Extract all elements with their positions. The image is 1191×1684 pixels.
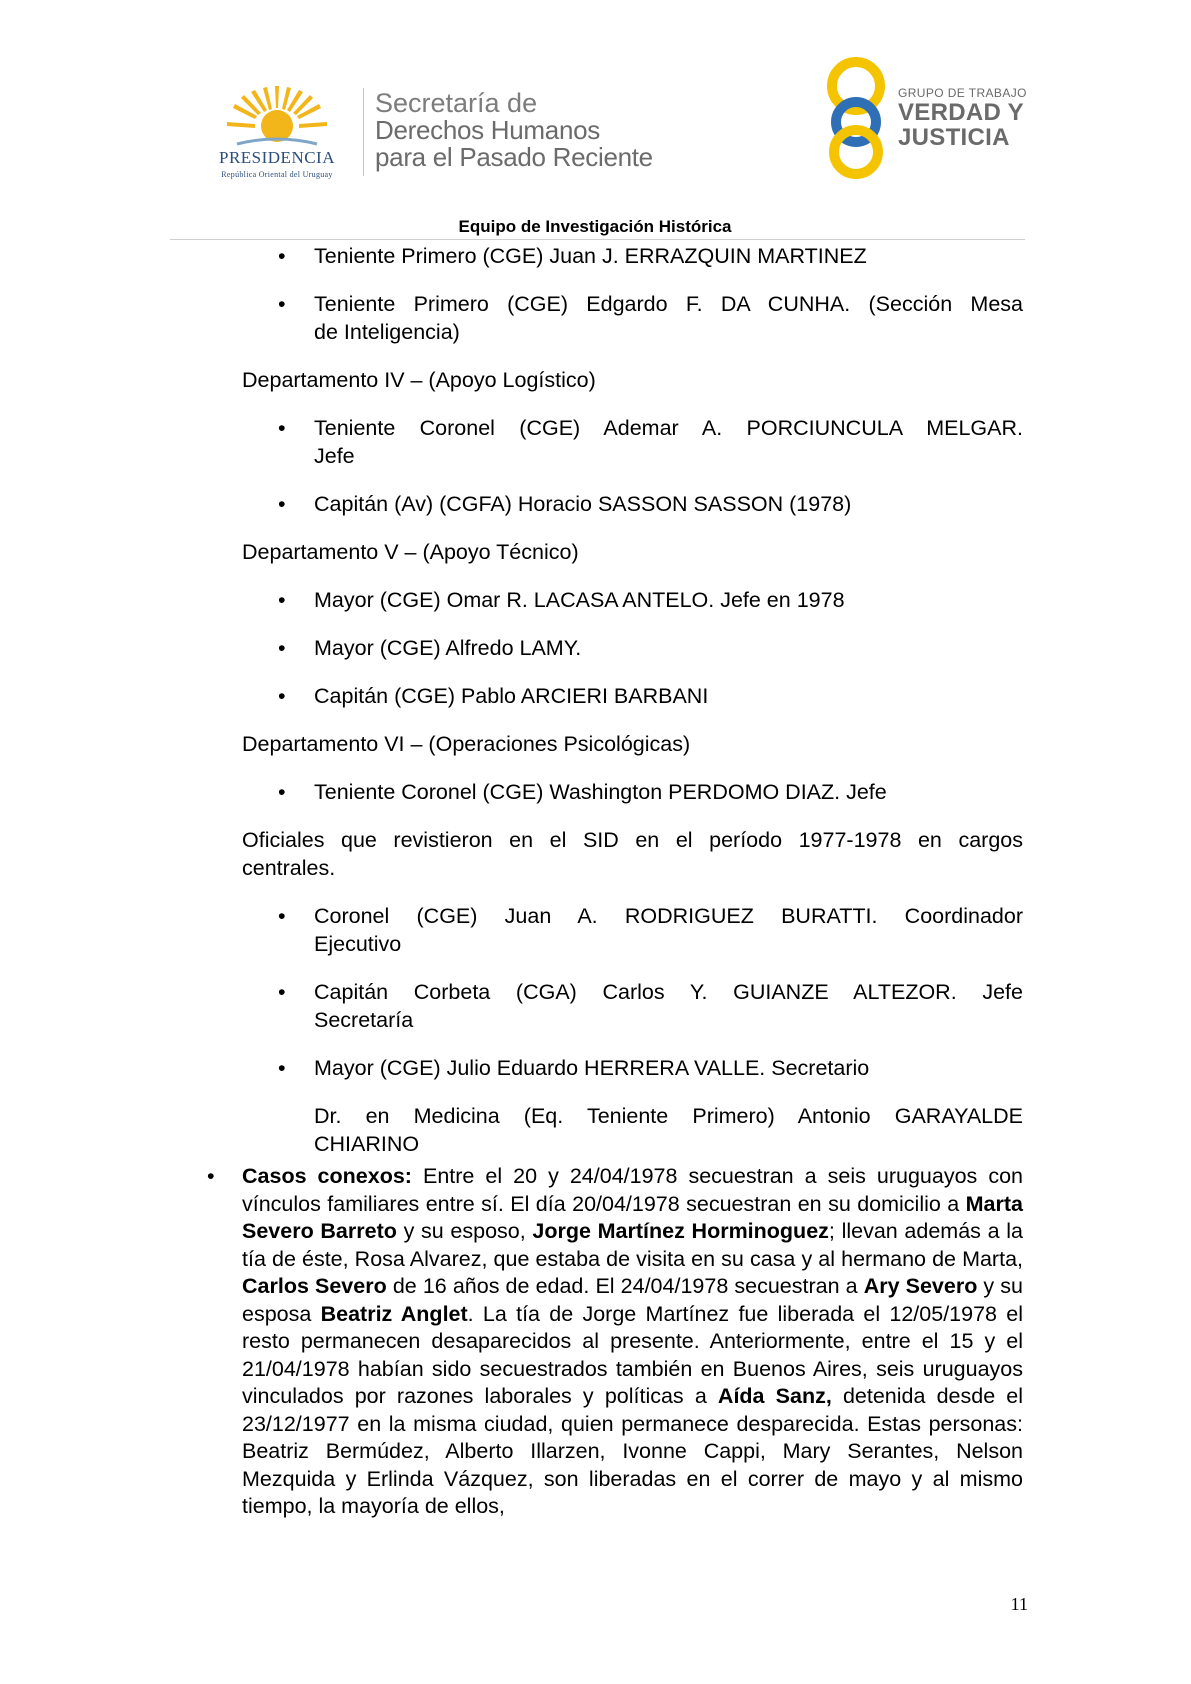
sun-emblem-icon xyxy=(227,82,327,152)
grupo-trabajo-text xyxy=(898,86,1048,150)
letterhead xyxy=(0,0,1191,240)
person-name: Beatriz Anglet xyxy=(320,1301,468,1326)
list-item: Teniente Coronel (CGE) Ademar A. PORCIUNCULA MELGAR. Jefe xyxy=(314,416,1023,468)
page-number: 11 xyxy=(1010,1594,1028,1614)
department-heading: Departamento V – (Apoyo Técnico) xyxy=(242,540,579,564)
bullet-icon: • xyxy=(278,780,286,804)
interlocked-rings-icon xyxy=(820,56,892,180)
list-item: Mayor (CGE) Omar R. LACASA ANTELO. Jefe en 1978 xyxy=(314,588,845,612)
grupo-trabajo-logo xyxy=(820,56,1040,186)
bullet-icon: • xyxy=(278,636,286,660)
secretaria-line2: Derechos Humanos xyxy=(375,115,600,145)
list-item: Mayor (CGE) Alfredo LAMY. xyxy=(314,636,582,660)
list-item: Teniente Primero (CGE) Edgardo F. DA CUNHA. (Sección Mesa de Inteligencia) xyxy=(314,292,1023,344)
presidencia-logo xyxy=(197,82,357,182)
team-heading: Equipo de Investigación Histórica xyxy=(458,217,732,236)
person-name: Aída Sanz, xyxy=(717,1384,832,1408)
grupo-line2: VERDAD Y xyxy=(898,99,1024,126)
secretaria-title xyxy=(375,90,715,171)
person-name: Marta Severo Barreto xyxy=(242,1191,1023,1243)
casos-conexos-paragraph: Casos conexos: Entre el 20 y 24/04/1978 secuestran a seis uruguayos con vínculos familiares entre sí. El día 20/04/1978 secuestran en su domicilio a Marta Severo Barreto y su esposo, Jorge Martínez Horminoguez; llevan además a la tía de éste, Rosa Alvarez, que estaba de visita en su casa y al hermano de Marta, Carlos Severo de 16 años de edad. El 24/04/1978 secuestran a Ary Severo y su esposa Beatriz Anglet. La tía de Jorge Martínez fue liberada el 12/05/1978 el resto permanecen desaparecidos al presente. Anteriormente, entre el 15 y el 21/04/1978 habían sido secuestrados también en Buenos Aires, seis uruguayos vinculados por razones laborales y políticas a Aída Sanz, detenida desde el 23/12/1977 en la misma ciudad, quien permanece desparecida. Estas personas: Beatriz Bermúdez, Alberto Illarzen, Ivonne Cappi, Mary Serantes, Nelson Mezquida y Erlinda Vázquez, son liberadas en el correr de mayo y al mismo tiempo, la mayoría de ellos, xyxy=(242,1164,1024,1518)
department-heading: Departamento IV – (Apoyo Logístico) xyxy=(242,368,596,392)
list-item: Teniente Coronel (CGE) Washington PERDOMO DIAZ. Jefe xyxy=(314,780,887,804)
grupo-line1: GRUPO DE TRABAJO xyxy=(898,86,1027,100)
list-item: Capitán Corbeta (CGA) Carlos Y. GUIANZE ALTEZOR. Jefe Secretaría xyxy=(314,980,1023,1032)
paragraph: Oficiales que revistieron en el SID en el período 1977-1978 en cargos centrales. xyxy=(242,828,1023,880)
secretaria-line3: para el Pasado Reciente xyxy=(375,142,653,172)
bullet-icon: • xyxy=(278,244,286,268)
secretaria-line1: Secretaría de xyxy=(375,88,538,118)
list-item: Capitán (CGE) Pablo ARCIERI BARBANI xyxy=(314,684,709,708)
bullet-icon: • xyxy=(207,1164,215,1188)
bullet-icon: • xyxy=(278,684,286,708)
bullet-icon: • xyxy=(278,292,286,316)
grupo-line3: JUSTICIA xyxy=(898,124,1010,151)
person-name: Carlos Severo xyxy=(242,1274,387,1298)
list-item: Teniente Primero (CGE) Juan J. ERRAZQUIN MARTINEZ xyxy=(314,244,867,268)
bullet-icon: • xyxy=(278,980,286,1004)
department-heading: Departamento VI – (Operaciones Psicológicas) xyxy=(242,732,691,756)
bullet-icon: • xyxy=(278,904,286,928)
bullet-icon: • xyxy=(278,492,286,516)
person-name: Ary Severo xyxy=(863,1274,978,1298)
presidencia-name: PRESIDENCIA xyxy=(218,148,335,167)
bullet-icon: • xyxy=(278,588,286,612)
header-rule xyxy=(170,239,1025,240)
list-item: Coronel (CGE) Juan A. RODRIGUEZ BURATTI. Coordinador Ejecutivo xyxy=(314,904,1023,956)
list-item: Capitán (Av) (CGFA) Horacio SASSON SASSON (1978) xyxy=(314,492,852,516)
presidencia-subtitle: República Oriental del Uruguay xyxy=(221,170,333,179)
casos-label: Casos conexos: xyxy=(242,1164,412,1188)
person-name: Jorge Martínez Horminoguez xyxy=(532,1219,829,1243)
header-divider xyxy=(363,88,364,176)
bullet-icon: • xyxy=(278,416,286,440)
bullet-icon: • xyxy=(278,1056,286,1080)
list-item: Mayor (CGE) Julio Eduardo HERRERA VALLE. Secretario xyxy=(314,1056,870,1080)
list-item-continuation: Dr. en Medicina (Eq. Teniente Primero) Antonio GARAYALDE CHIARINO xyxy=(314,1104,1023,1156)
